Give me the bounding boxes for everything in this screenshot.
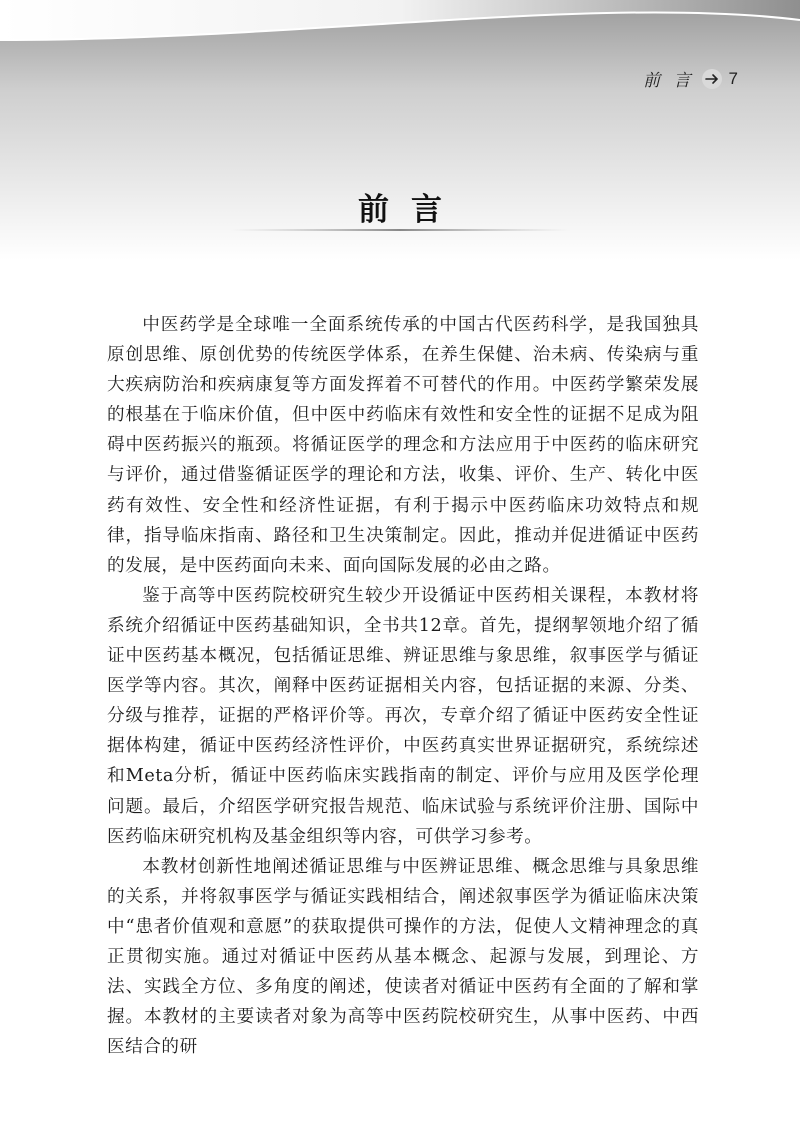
body-text: [107, 310, 699, 1062]
page-number: 7: [728, 68, 738, 88]
paragraph: 本教材创新性地阐述循证思维与中医辨证思维、概念思维与具象思维的关系，并将叙事医学与循证实践相结合，阐述叙事医学为循证临床决策中“患者价值观和意愿”的获取提供可操作的方法，促使人文精神理念的真正贯彻实施。通过对循证中医药从基本概念、起源与发展，到理论、方法、实践全方位、多角度的阐述，使读者对循证中医药有全面的了解和掌握。本教材的主要读者对象为高等中医药院校研究生，从事中医药、中西医结合的研: [107, 856, 699, 1058]
paragraph: 鉴于高等中医药院校研究生较少开设循证中医药相关课程，本教材将系统介绍循证中医药基础知识，全书共12章。首先，提纲挈领地介绍了循证中医药基本概况，包括循证思维、辨证思维与象思维，叙事医学与循证医学等内容。其次，阐释中医药证据相关内容，包括证据的来源、分类、分级与推荐，证据的严格评价等。再次，专章介绍了循证中医药安全性证据体构建，循证中医药经济性评价，中医药真实世界证据研究，系统综述和Meta分析，循证中医药临床实践指南的制定、评价与应用及医学伦理问题。最后，介绍医学研究报告规范、临床试验与系统评价注册、国际中医药临床研究机构及基金组织等内容，可供学习参考。: [107, 585, 699, 847]
page-title: 前言: [358, 192, 464, 228]
running-header: [643, 66, 738, 91]
arrow-right-icon: [701, 68, 723, 90]
title-underline: [230, 229, 570, 231]
running-header-section: 前 言: [643, 71, 695, 91]
paragraph: 中医药学是全球唯一全面系统传承的中国古代医药科学，是我国独具原创思维、原创优势的传统医学体系，在养生保健、治未病、传染病与重大疾病防治和疾病康复等方面发挥着不可替代的作用。中医药学繁荣发展的根基在于临床价值，但中医中药临床有效性和安全性的证据不足成为阻碍中医药振兴的瓶颈。将循证医学的理念和方法应用于中医药的临床研究与评价，通过借鉴循证医学的理论和方法，收集、评价、生产、转化中医药有效性、安全性和经济性证据，有利于揭示中医药临床功效特点和规律，指导临床指南、路径和卫生决策制定。因此，推动并促进循证中医药的发展，是中医药面向未来、面向国际发展的必由之路。: [107, 315, 699, 576]
